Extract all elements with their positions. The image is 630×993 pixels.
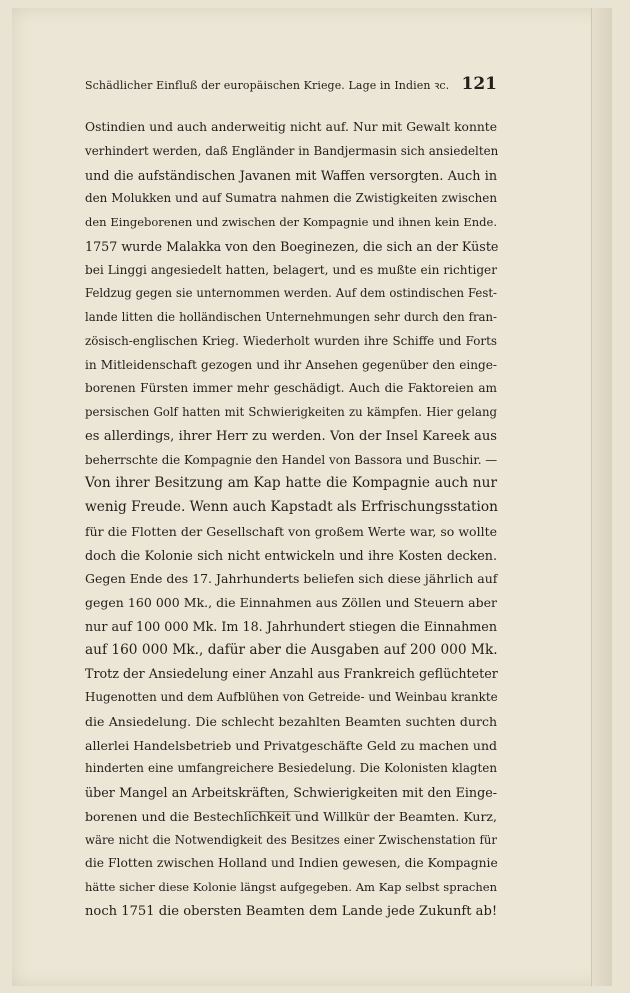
page-edge <box>591 8 612 986</box>
text-line: zösisch-englischen Krieg. Wiederholt wurden ihre Schiffe und Forts <box>85 333 497 348</box>
text-line: wenig Freude. Wenn auch Kapstadt als Erfrischungsstation <box>85 499 498 515</box>
page-number: 121 <box>461 74 497 94</box>
text-line: wäre nicht die Notwendigkeit des Besitzes einer Zwischenstation für <box>85 832 497 847</box>
text-line: den Molukken und auf Sumatra nahmen die Zwistigkeiten zwischen <box>85 191 497 206</box>
text-line: hinderten eine umfangreichere Besiedelung. Die Kolonisten klagten <box>85 761 497 776</box>
text-line: über Mangel an Arbeitskräften, Schwierigkeiten mit den Einge- <box>85 785 497 800</box>
text-line: die Flotten zwischen Holland und Indien gewesen, die Kompagnie <box>85 856 498 871</box>
text-line: lande litten die holländischen Unternehmungen sehr durch den fran- <box>85 310 497 324</box>
text-line: verhindert werden, daß Engländer in Bandjermasin sich ansiedelten <box>85 143 499 158</box>
text-line: die Ansiedelung. Die schlecht bezahlten Beamten suchten durch <box>85 713 497 729</box>
text-line: Ostindien und auch anderweitig nicht auf. Nur mit Gewalt konnte <box>85 120 497 134</box>
text-line: borenen Fürsten immer mehr geschädigt. Auch die Faktoreien am <box>85 381 497 396</box>
text-line: in Mitleidenschaft gezogen und ihr Ansehen gegenüber den einge- <box>85 357 497 372</box>
text-line: auf 160 000 Mk., dafür aber die Ausgaben auf 200 000 Mk. <box>85 641 498 658</box>
text-line: gegen 160 000 Mk., die Einnahmen aus Zöllen und Steuern aber <box>85 595 497 610</box>
text-line: es allerdings, ihrer Herr zu werden. Von der Insel Kareek aus <box>85 428 497 444</box>
text-line: für die Flotten der Gesellschaft von großem Werte war, so wollte <box>85 523 497 539</box>
text-line: Von ihrer Besitzung am Kap hatte die Kompagnie auch nur <box>85 475 497 492</box>
text-line: persischen Golf hatten mit Schwierigkeiten zu kämpfen. Hier gelang <box>85 405 497 419</box>
text-line: den Eingeborenen und zwischen der Kompagnie und ihnen kein Ende. <box>85 215 497 229</box>
text-line: allerlei Handelsbetrieb und Privatgeschäfte Geld zu machen und <box>85 737 497 753</box>
text-line: hätte sicher diese Kolonie längst aufgegeben. Am Kap selbst sprachen <box>85 880 497 894</box>
text-line: 1757 wurde Malakka von den Boeginezen, die sich an der Küste <box>85 238 499 254</box>
text-line: Trotz der Ansiedelung einer Anzahl aus Frankreich geflüchteter <box>85 666 498 682</box>
text-line: borenen und die Bestechlichkeit und Willkür der Beamten. Kurz, <box>85 808 497 824</box>
body-text <box>85 116 497 924</box>
text-line: bei Linggi angesiedelt hatten, belagert, und es mußte ein richtiger <box>85 262 497 277</box>
text-line: Feldzug gegen sie unternommen werden. Auf dem ostindischen Fest- <box>85 286 497 301</box>
running-head-title: Schädlicher Einfluß der europäischen Kriege. Lage in Indien ꝛc. <box>85 79 450 92</box>
text-line: Hugenotten und dem Aufblühen von Getreide- und Weinbau krankte <box>85 690 498 704</box>
running-head <box>85 74 497 100</box>
text-line: noch 1751 die obersten Beamten dem Lande jede Zukunft ab! <box>85 903 498 919</box>
text-line: Gegen Ende des 17. Jahrhunderts beliefen sich diese jährlich auf <box>85 571 498 587</box>
section-end-rule <box>246 811 300 812</box>
text-line: und die aufständischen Javanen mit Waffen versorgten. Auch in <box>85 167 497 183</box>
text-line: beherrschte die Kompagnie den Handel von Bassora und Buschir. — <box>85 452 498 467</box>
text-line: doch die Kolonie sich nicht entwickeln und ihre Kosten decken. <box>85 547 497 563</box>
text-line: nur auf 100 000 Mk. Im 18. Jahrhundert stiegen die Einnahmen <box>85 618 497 634</box>
